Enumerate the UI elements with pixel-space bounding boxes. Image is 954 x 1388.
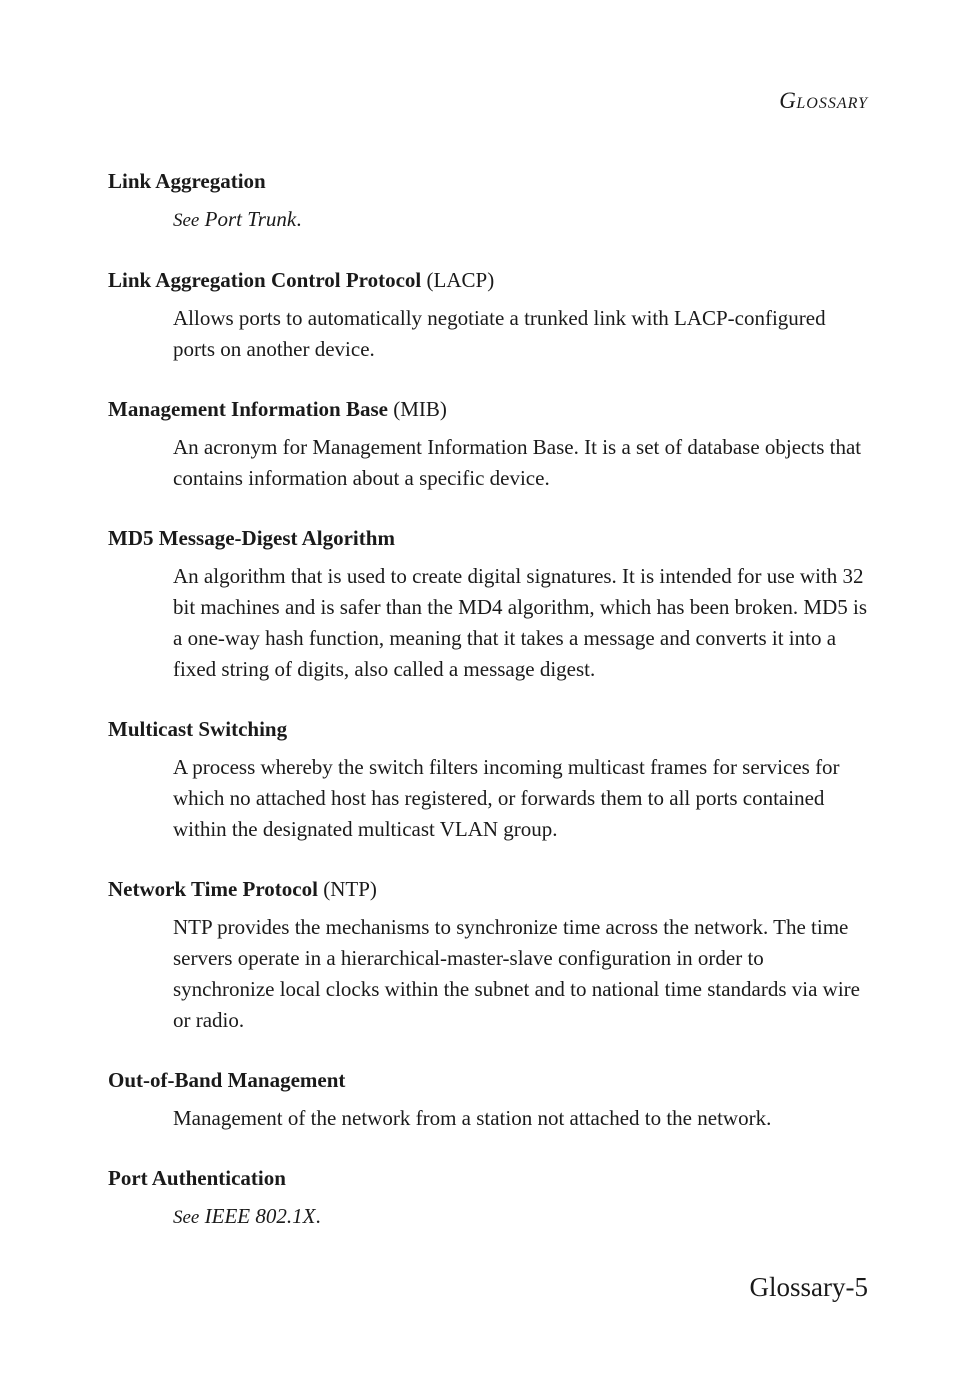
term-abbreviation: (LACP): [426, 268, 495, 292]
reference-period: .: [315, 1204, 321, 1228]
glossary-entries: [108, 166, 868, 1262]
glossary-entry: [108, 265, 868, 365]
term-name: Management Information Base: [108, 397, 388, 421]
reference-period: .: [296, 207, 302, 231]
term-abbreviation: (NTP): [323, 877, 377, 901]
glossary-term: [108, 1065, 868, 1096]
cross-reference: Port Trunk: [204, 207, 297, 231]
term-name: Link Aggregation Control Protocol: [108, 268, 422, 292]
glossary-term: [108, 394, 868, 425]
term-name: Out-of-Band Management: [108, 1068, 346, 1092]
page-number: Glossary-5: [749, 1272, 868, 1302]
glossary-entry: [108, 1065, 868, 1134]
running-header: [779, 88, 868, 114]
glossary-definition: Allows ports to automatically negotiate a trunked link with LACP-configured ports on another device.: [173, 306, 826, 361]
see-word: See: [173, 1207, 200, 1228]
glossary-entry: [108, 166, 868, 236]
glossary-term: [108, 714, 868, 745]
glossary-entry: [108, 1163, 868, 1233]
glossary-entry: [108, 874, 868, 1036]
cross-reference: IEEE 802.1X: [204, 1204, 316, 1228]
running-header-rest: LOSSARY: [796, 95, 868, 112]
glossary-entry: [108, 714, 868, 845]
see-word: See: [173, 210, 200, 231]
term-name: Link Aggregation: [108, 169, 266, 193]
glossary-definition: NTP provides the mechanisms to synchronize time across the network. The time servers operate in a hierarchical-master-slave configuration in order to synchronize local clocks within the subnet and to national time standards via wire or radio.: [173, 915, 860, 1032]
glossary-entry: [108, 523, 868, 685]
glossary-definition: [173, 1201, 868, 1233]
term-abbreviation: (MIB): [393, 397, 447, 421]
glossary-definition: Management of the network from a station not attached to the network.: [173, 1106, 772, 1130]
glossary-term: [108, 523, 868, 554]
glossary-definition: An algorithm that is used to create digital signatures. It is intended for use with 32 bit machines and is safer than the MD4 algorithm, which has been broken. MD5 is a one-way hash function, meaning that it takes a message and converts it into a fixed string of digits, also called a message digest.: [173, 564, 868, 681]
term-name: Multicast Switching: [108, 717, 288, 741]
glossary-definition: A process whereby the switch filters incoming multicast frames for services for which no attached host has registered, or forwards them to all ports contained within the designated multicast VLAN group.: [173, 755, 840, 841]
glossary-entry: [108, 394, 868, 494]
glossary-term: [108, 265, 868, 296]
glossary-term: [108, 166, 868, 197]
glossary-term: [108, 874, 868, 905]
term-name: Port Authentication: [108, 1166, 286, 1190]
glossary-definition: [173, 204, 868, 236]
term-name: Network Time Protocol: [108, 877, 318, 901]
running-header-cap: G: [779, 88, 797, 113]
glossary-definition: An acronym for Management Information Base. It is a set of database objects that contains information about a specific device.: [173, 435, 862, 490]
glossary-term: [108, 1163, 868, 1194]
term-name: MD5 Message-Digest Algorithm: [108, 526, 395, 550]
